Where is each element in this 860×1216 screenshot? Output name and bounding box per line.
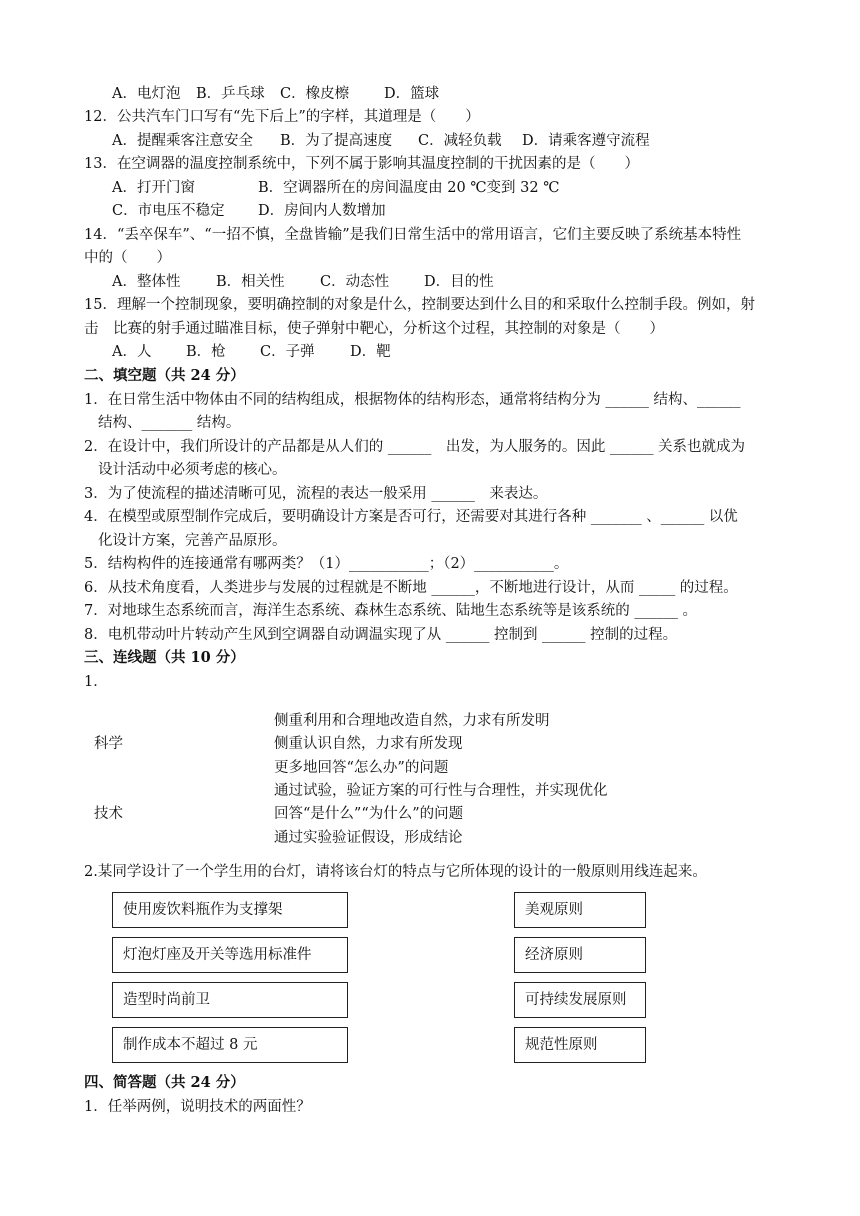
principle-box-2: 经济原则 [514, 937, 646, 973]
feature-box-1: 使用废饮料瓶作为支撑架 [112, 892, 348, 928]
fill-q1-line2: 结构、_______ 结构。 [98, 415, 241, 431]
match-left-science: 科学 [94, 736, 123, 752]
fill-q8: 8．电机带动叶片转动产生风到空调器自动调温实现了从 ______ 控制到 ______ 控制的过程。 [84, 627, 678, 643]
short-answer-q1: 1．任举两例，说明技术的两面性？ [84, 1099, 311, 1115]
match-q1-number: 1． [84, 674, 108, 690]
q12-stem: 12．公共汽车门口写有“先下后上”的字样，其道理是（ ） [84, 109, 480, 125]
match-right-item-6: 通过实验验证假设，形成结论 [274, 830, 463, 846]
match-right-item-2: 侧重认识自然，力求有所发现 [274, 736, 463, 752]
q15-option-b: B．枪 [186, 344, 226, 360]
feature-box-4: 制作成本不超过 8 元 [112, 1027, 348, 1063]
q12-option-b: B．为了提高速度 [280, 133, 393, 149]
q11-option-b: B．乒乓球 [196, 86, 265, 102]
principle-box-4: 规范性原则 [514, 1027, 646, 1063]
q12-option-d: D．请乘客遵守流程 [522, 133, 650, 149]
feature-box-2: 灯泡灯座及开关等选用标准件 [112, 937, 348, 973]
q13-option-c: C．市电压不稳定 [112, 203, 225, 219]
match-left-technology: 技术 [94, 806, 123, 822]
q15-option-d: D．靶 [350, 344, 391, 360]
q15-stem-line1: 15．理解一个控制现象，要明确控制的对象是什么，控制要达到什么目的和采取什么控制手段。例如，射 [84, 297, 755, 313]
q13-options-row2 [112, 201, 386, 221]
q14-option-c: C．动态性 [320, 274, 390, 290]
q15-option-a: A．人 [112, 344, 152, 360]
q14-option-d: D．目的性 [424, 274, 494, 290]
q13-option-a: A．打开门窗 [112, 180, 195, 196]
fill-q4-line1: 4．在模型或原型制作完成后，要明确设计方案是否可行，还需要对其进行各种 _______ 、______ 以优 [84, 509, 738, 525]
q15-option-c: C．子弹 [260, 344, 315, 360]
q13-stem: 13．在空调器的温度控制系统中，下列不属于影响其温度控制的干扰因素的是（ ） [84, 156, 639, 172]
q15-stem-line2: 击 比赛的射手通过瞄准目标，使子弹射中靶心，分析这个过程，其控制的对象是（ ） [84, 321, 664, 337]
principle-box-3: 可持续发展原则 [514, 982, 646, 1018]
q11-option-a: A．电灯泡 [112, 86, 181, 102]
q15-options [112, 342, 391, 362]
match-right-item-4: 通过试验，验证方案的可行性与合理性，并实现优化 [274, 783, 608, 799]
q14-option-a: A．整体性 [112, 274, 181, 290]
section2-title: 二、填空题（共 24 分） [84, 367, 245, 384]
match-q2-stem: 2.某同学设计了一个学生用的台灯，请将该台灯的特点与它所体现的设计的一般原则用线连起来。 [84, 864, 707, 880]
q12-option-a: A．提醒乘客注意安全 [112, 133, 253, 149]
q14-options [112, 272, 494, 292]
q14-option-b: B．相关性 [216, 274, 285, 290]
fill-q2-line1: 2．在设计中，我们所设计的产品都是从人们的 ______ 出发，为人服务的。因此 ______ 关系也就成为 [84, 439, 746, 455]
fill-q6: 6．从技术角度看，人类进步与发展的过程就是不断地 ______，不断地进行设计，从而 _____ 的过程。 [84, 580, 738, 596]
fill-q3: 3．为了使流程的描述清晰可见，流程的表达一般采用 ______ 来表达。 [84, 486, 548, 502]
q12-option-c: C．减轻负载 [418, 133, 502, 149]
q13-option-b: B．空调器所在的房间温度由 20 ℃变到 32 ℃ [258, 180, 560, 196]
q14-stem-line1: 14．“丢卒保车”、“一招不慎，全盘皆输”是我们日常生活中的常用语言，它们主要反映了系统基本特性 [84, 227, 742, 243]
section4-title: 四、简答题（共 24 分） [84, 1074, 245, 1091]
match-right-item-3: 更多地回答“怎么办”的问题 [274, 760, 449, 776]
fill-q2-line2: 设计活动中必须考虑的核心。 [98, 462, 287, 478]
q11-option-d: D．篮球 [384, 86, 440, 102]
fill-q1-line1: 1．在日常生活中物体由不同的结构组成，根据物体的结构形态，通常将结构分为 ______ 结构、______ [84, 392, 741, 408]
q12-options [112, 131, 650, 151]
q11-options [112, 84, 439, 104]
principle-box-1: 美观原则 [514, 892, 646, 928]
fill-q7: 7．对地球生态系统而言，海洋生态系统、森林生态系统、陆地生态系统等是该系统的 ______ 。 [84, 603, 697, 619]
q11-option-c: C．橡皮檫 [280, 86, 350, 102]
fill-q4-line2: 化设计方案，完善产品原形。 [98, 533, 287, 549]
match-right-item-5: 回答“是什么”“为什么”的问题 [274, 806, 464, 822]
q13-options-row1 [112, 178, 559, 198]
feature-box-3: 造型时尚前卫 [112, 982, 348, 1018]
q14-stem-line2: 中的（ ） [84, 250, 171, 266]
q13-option-d: D．房间内人数增加 [258, 203, 386, 219]
match-right-item-1: 侧重利用和合理地改造自然，力求有所发明 [274, 713, 550, 729]
section3-title: 三、连线题（共 10 分） [84, 649, 245, 666]
fill-q5: 5．结构构件的连接通常有哪两类？（1）___________；（2）___________。 [84, 556, 569, 572]
